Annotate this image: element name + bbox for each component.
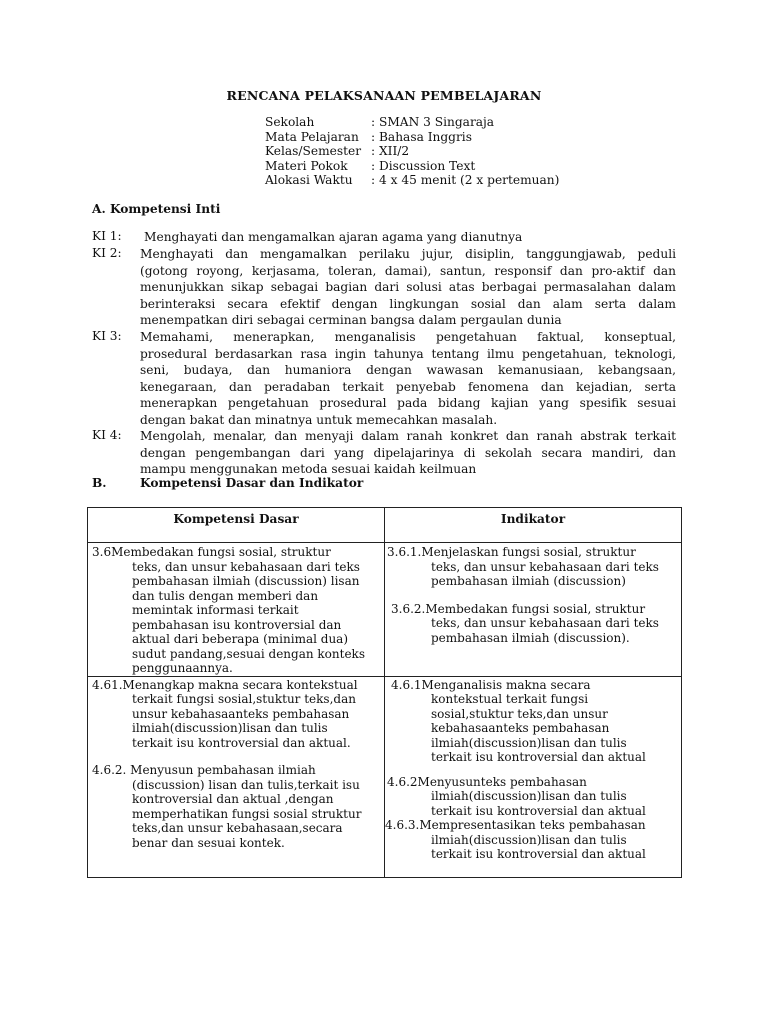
indicator-line: 3.6.2.Membedakan fungsi sosial, struktur — [391, 601, 646, 616]
ki-line: seni, budaya, dan humaniora dengan wawasan kemanusiaan, kebangsaan, — [140, 363, 676, 378]
ki-line: menerapkan pengetahuan prosedural pada bidang kajian yang spesifik sesuai — [140, 396, 676, 411]
ki-4 — [92, 428, 676, 478]
ki-line: Mengolah, menalar, dan menyaji dalam ranah konkret dan ranah abstrak terkait — [140, 429, 676, 443]
indicator-cell — [385, 543, 682, 677]
indicator-line: teks, dan unsur kebahasaan dari teks — [431, 616, 659, 630]
kd-line: teks,dan unsur kebahasaan,secara — [132, 821, 343, 835]
kd-cell — [88, 543, 385, 677]
indicator-4-6-1 — [385, 677, 681, 765]
indicator-line: ilmiah(discussion)lisan dan tulis — [431, 735, 627, 750]
indicator-continuation — [387, 789, 681, 818]
kd-line: memintak informasi terkait — [132, 603, 299, 617]
kd-continuation — [92, 778, 384, 851]
kd-line: terkait isu kontroversial dan aktual. — [132, 735, 351, 750]
ki-text — [140, 329, 676, 429]
kd-line: terkait fungsi sosial,stuktur teks,dan — [132, 692, 356, 706]
section-b-heading: Kompetensi Dasar dan Indikator — [140, 476, 364, 490]
indicator-3-6-2 — [385, 589, 681, 646]
indicator-line: sosial,stuktur teks,dan unsur — [431, 706, 608, 721]
kd-line: 3.6Membedakan fungsi sosial, struktur — [92, 545, 331, 559]
ki-label: KI 2: — [92, 246, 122, 260]
indicator-line: kebahasaanteks pembahasan — [431, 721, 610, 735]
kd-line: pembahasan isu kontroversial dan — [132, 617, 342, 632]
kd-line: aktual dari beberapa (minimal dua) — [132, 632, 349, 646]
ki-line: (gotong royong, kerjasama, toleran, damai), santun, responsif dan pro-aktif dan — [140, 263, 676, 278]
indicator-line: terkait isu kontroversial dan aktual — [431, 847, 646, 861]
indicator-4-6-3 — [385, 818, 681, 862]
indicator-4-6-2 — [385, 765, 681, 819]
ki-text — [140, 229, 676, 246]
kd-line: 4.61.Menangkap makna secara kontekstual — [92, 677, 358, 692]
indicator-3-6-1 — [385, 543, 681, 589]
ki-label: KI 1: — [92, 229, 122, 243]
kd-continuation — [92, 560, 384, 676]
kd-line: unsur kebahasaanteks pembahasan — [132, 706, 350, 721]
indicator-line: terkait isu kontroversial dan aktual — [431, 750, 646, 764]
table-header-row — [88, 508, 682, 543]
document-title: RENCANA PELAKSANAAN PEMBELAJARAN — [226, 88, 542, 103]
ki-line: menunjukkan sikap sebagai bagian dari solusi atas berbagai permasalahan dalam — [140, 280, 676, 295]
indicator-continuation — [387, 560, 681, 589]
ki-line: menempatkan diri sebagai cerminan bangsa dalam pergaulan dunia — [140, 313, 562, 328]
indicator-cell — [385, 676, 682, 877]
ki-line: dengan bakat dan minatnya untuk memecahkan masalah. — [140, 412, 498, 427]
indicator-continuation — [391, 692, 681, 765]
indicator-line: 4.6.1Menganalisis makna secara — [391, 677, 591, 692]
ki-line: mampu menggunakan metoda sesuai kaidah keilmuan — [140, 462, 477, 477]
indicator-line: 4.6.2Menyusunteks pembahasan — [387, 774, 587, 789]
ki-3 — [92, 329, 676, 429]
table-row — [88, 676, 682, 877]
kd-item-3-6 — [88, 543, 384, 676]
indicator-line: ilmiah(discussion)lisan dan tulis — [431, 789, 627, 803]
section-b-label: B. — [92, 476, 107, 490]
kd-line: 4.6.2. Menyusun pembahasan ilmiah — [92, 763, 316, 777]
kd-indicator-table — [87, 507, 682, 878]
meta-key: Kelas/Semester — [265, 144, 362, 159]
meta-key: Sekolah — [265, 115, 315, 129]
kd-line: memperhatikan fungsi sosial struktur — [132, 806, 362, 821]
meta-value: : 4 x 45 menit (2 x pertemuan) — [371, 173, 560, 188]
ki-line: prosedural berdasarkan rasa ingin tahunya tentang ilmu pengetahuan, teknologi, — [140, 346, 676, 361]
kd-item-4-6-2 — [88, 750, 384, 850]
meta-key: Mata Pelajaran — [265, 129, 359, 144]
indicator-line: 4.6.3.Mempresentasikan teks pembahasan — [385, 818, 646, 832]
kd-line: benar dan sesuai kontek. — [132, 835, 285, 850]
kd-item-4-6-1 — [88, 677, 384, 751]
header-indikator: Indikator — [385, 508, 682, 543]
kd-line: pembahasan ilmiah (discussion) lisan — [132, 574, 360, 588]
ki-2 — [92, 246, 676, 329]
table-row — [88, 543, 682, 677]
kd-continuation — [92, 692, 384, 750]
kd-line: penggunaannya. — [132, 661, 233, 675]
ki-label: KI 4: — [92, 428, 122, 442]
indicator-line: 3.6.1.Menjelaskan fungsi sosial, struktur — [387, 545, 636, 559]
indicator-continuation — [391, 616, 681, 645]
indicator-continuation — [385, 833, 681, 862]
kd-cell — [88, 676, 385, 877]
meta-key: Alokasi Waktu — [265, 173, 353, 188]
meta-value: : Discussion Text — [371, 158, 476, 173]
kd-line: ilmiah(discussion)lisan dan tulis — [132, 721, 328, 735]
ki-line: Menghayati dan mengamalkan perilaku jujur, disiplin, tanggungjawab, peduli — [140, 247, 676, 261]
ki-text — [140, 246, 676, 329]
indicator-line: kontekstual terkait fungsi — [431, 692, 589, 706]
ki-text — [140, 428, 676, 478]
ki-line: Memahami, menerapkan, menganalisis pengetahuan faktual, konseptual, — [140, 330, 676, 344]
meta-value: : Bahasa Inggris — [371, 129, 472, 144]
meta-value: : XII/2 — [371, 144, 410, 159]
kd-line: teks, dan unsur kebahasaan dari teks — [132, 559, 360, 574]
ki-line: berinteraksi secara efektif dengan lingkungan sosial dan alam serta dalam — [140, 296, 676, 311]
ki-line: kenegaraan, dan peradaban terkait penyebab fenomena dan kejadian, serta — [140, 379, 676, 394]
indicator-line: terkait isu kontroversial dan aktual — [431, 803, 646, 818]
header-kompetensi-dasar: Kompetensi Dasar — [88, 508, 385, 543]
ki-label: KI 3: — [92, 329, 122, 343]
kd-line: kontroversial dan aktual ,dengan — [132, 792, 334, 806]
ki-1 — [92, 229, 676, 246]
indicator-line: pembahasan ilmiah (discussion). — [431, 630, 630, 645]
indicator-line: teks, dan unsur kebahasaan dari teks — [431, 559, 659, 574]
meta-key: Materi Pokok — [265, 158, 348, 173]
ki-line: Menghayati dan mengamalkan ajaran agama yang dianutnya — [144, 230, 523, 244]
indicator-line: ilmiah(discussion)lisan dan tulis — [431, 832, 627, 847]
indicator-line: pembahasan ilmiah (discussion) — [431, 574, 626, 588]
meta-value: : SMAN 3 Singaraja — [371, 115, 495, 129]
section-a-heading: A. Kompetensi Inti — [92, 202, 221, 216]
kd-line: dan tulis dengan memberi dan — [132, 588, 319, 603]
kd-line: sudut pandang,sesuai dengan konteks — [132, 646, 365, 661]
ki-line: dengan pengembangan dari yang dipelajarinya di sekolah secara mandiri, dan — [140, 445, 676, 460]
kd-line: (discussion) lisan dan tulis,terkait isu — [132, 777, 360, 792]
